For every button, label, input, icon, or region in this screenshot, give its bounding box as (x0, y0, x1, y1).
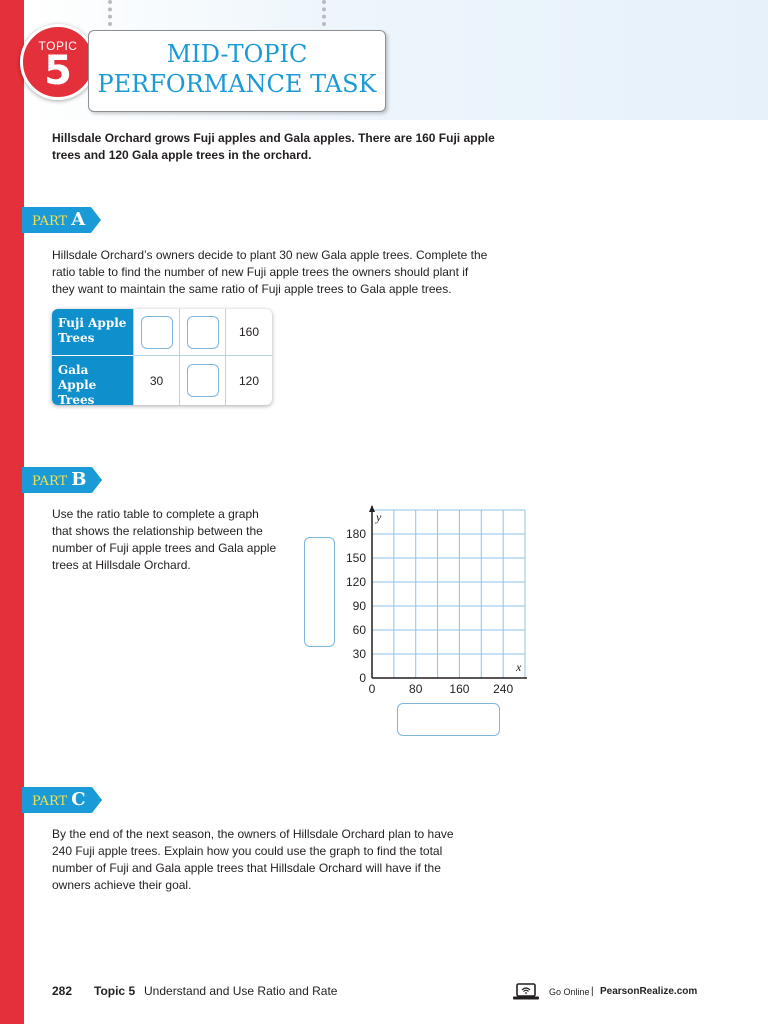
binder-dots-left (108, 0, 112, 26)
part-b-letter: B (71, 469, 87, 490)
laptop-icon (512, 982, 540, 1002)
part-c-paragraph (52, 826, 522, 894)
ratio-table-header-fuji (52, 309, 133, 356)
header-text: Trees (58, 393, 95, 405)
part-c-arrow (92, 787, 102, 813)
part-b-paragraph (52, 506, 302, 574)
binder-dots-right (322, 0, 326, 26)
ratio-table-header-gala (52, 356, 133, 405)
x-tick-label: 0 (368, 682, 376, 696)
footer-separator: | (591, 986, 594, 997)
part-a-tag (22, 207, 101, 233)
ratio-table (52, 309, 272, 405)
ratio-table-cell (179, 356, 225, 405)
part-b-line: that shows the relationship between the (52, 524, 263, 538)
footer-topic-title: Understand and Use Ratio and Rate (144, 984, 338, 998)
answer-box-fuji-2[interactable] (187, 316, 219, 349)
part-c-word: PART (32, 794, 68, 809)
part-b-line: Use the ratio table to complete a graph (52, 507, 259, 521)
left-color-bar (0, 0, 24, 1024)
x-axis-label-answer-box[interactable] (397, 703, 500, 736)
y-tick-label: 60 (352, 623, 366, 637)
y-tick-label: 120 (345, 575, 366, 589)
part-c-line: owners achieve their goal. (52, 878, 192, 892)
part-c-letter: C (71, 789, 86, 810)
intro-paragraph (52, 130, 512, 164)
part-b-line: number of Fuji apple trees and Gala apple (52, 541, 277, 555)
topic-number: 5 (44, 48, 72, 94)
topic-badge (20, 24, 96, 100)
ratio-table-cell-gala-value: 120 (225, 356, 272, 405)
header-text: Gala Apple (58, 363, 97, 392)
footer-site-link[interactable]: PearsonRealize.com (600, 986, 698, 997)
ratio-table-cell (179, 309, 225, 356)
part-a-tag-body (22, 207, 91, 233)
part-b-tag (22, 467, 102, 493)
part-c-line: By the end of the next season, the owners of Hillsdale Orchard plan to have (52, 827, 454, 841)
part-b-word: PART (32, 474, 68, 489)
ratio-table-cell-gala-first: 30 (133, 356, 179, 405)
header-text: Fuji Apple (58, 316, 127, 330)
graph-tick-labels (346, 527, 514, 696)
part-c-tag (22, 787, 102, 813)
ratio-table-cell (133, 309, 179, 356)
part-c-line: 240 Fuji apple trees. Explain how you could use the graph to find the total (52, 844, 443, 858)
intro-line: Hillsdale Orchard grows Fuji apples and Gala apples. There are 160 Fuji apple (52, 131, 495, 145)
part-c-line: number of Fuji and Gala apple trees that Hillsdale Orchard will have if the (52, 861, 441, 875)
y-axis-label: y (376, 510, 382, 524)
page-title-box (88, 30, 386, 112)
y-tick-label: 90 (352, 599, 366, 613)
answer-box-fuji-1[interactable] (141, 316, 173, 349)
part-b-arrow (92, 467, 102, 493)
page-number: 282 (52, 984, 73, 998)
part-a-line: Hillsdale Orchard’s owners decide to plant 30 new Gala apple trees. Complete the (52, 248, 488, 262)
x-tick-label: 80 (409, 682, 423, 696)
x-tick-label: 160 (449, 682, 470, 696)
part-b-line: trees at Hillsdale Orchard. (52, 558, 191, 572)
footer-topic-label: Topic 5 (94, 984, 136, 998)
ratio-table-cell-fuji-value: 160 (225, 309, 272, 356)
graph-grid (372, 510, 525, 678)
part-a-arrow (91, 207, 101, 233)
go-online-text: Go Online (549, 987, 590, 997)
part-a-word: PART (32, 214, 68, 229)
y-tick-label: 0 (359, 671, 366, 685)
y-tick-label: 30 (352, 647, 366, 661)
part-b-tag-body (22, 467, 92, 493)
y-tick-label: 180 (345, 527, 366, 541)
topic-word: TOPIC (38, 39, 78, 53)
y-axis-arrow (369, 505, 375, 512)
part-c-tag-body (22, 787, 92, 813)
page-title-line-2: PERFORMANCE TASK (97, 70, 377, 98)
part-a-line: ratio table to find the number of new Fuji apple trees the owners should plant if (52, 265, 469, 279)
y-axis-label-answer-box[interactable] (304, 537, 335, 647)
x-axis-label: x (516, 660, 522, 674)
y-tick-label: 150 (345, 551, 366, 565)
header-text: Trees (58, 331, 95, 345)
x-tick-label: 240 (493, 682, 514, 696)
answer-box-gala-1[interactable] (187, 364, 219, 397)
intro-line: trees and 120 Gala apple trees in the orchard. (52, 148, 312, 162)
page-title-line-1: MID-TOPIC (166, 40, 308, 68)
part-a-letter: A (71, 209, 86, 230)
part-a-line: they want to maintain the same ratio of Fuji apple trees to Gala apple trees. (52, 282, 452, 296)
part-a-paragraph (52, 247, 522, 298)
graph[interactable] (340, 504, 530, 696)
